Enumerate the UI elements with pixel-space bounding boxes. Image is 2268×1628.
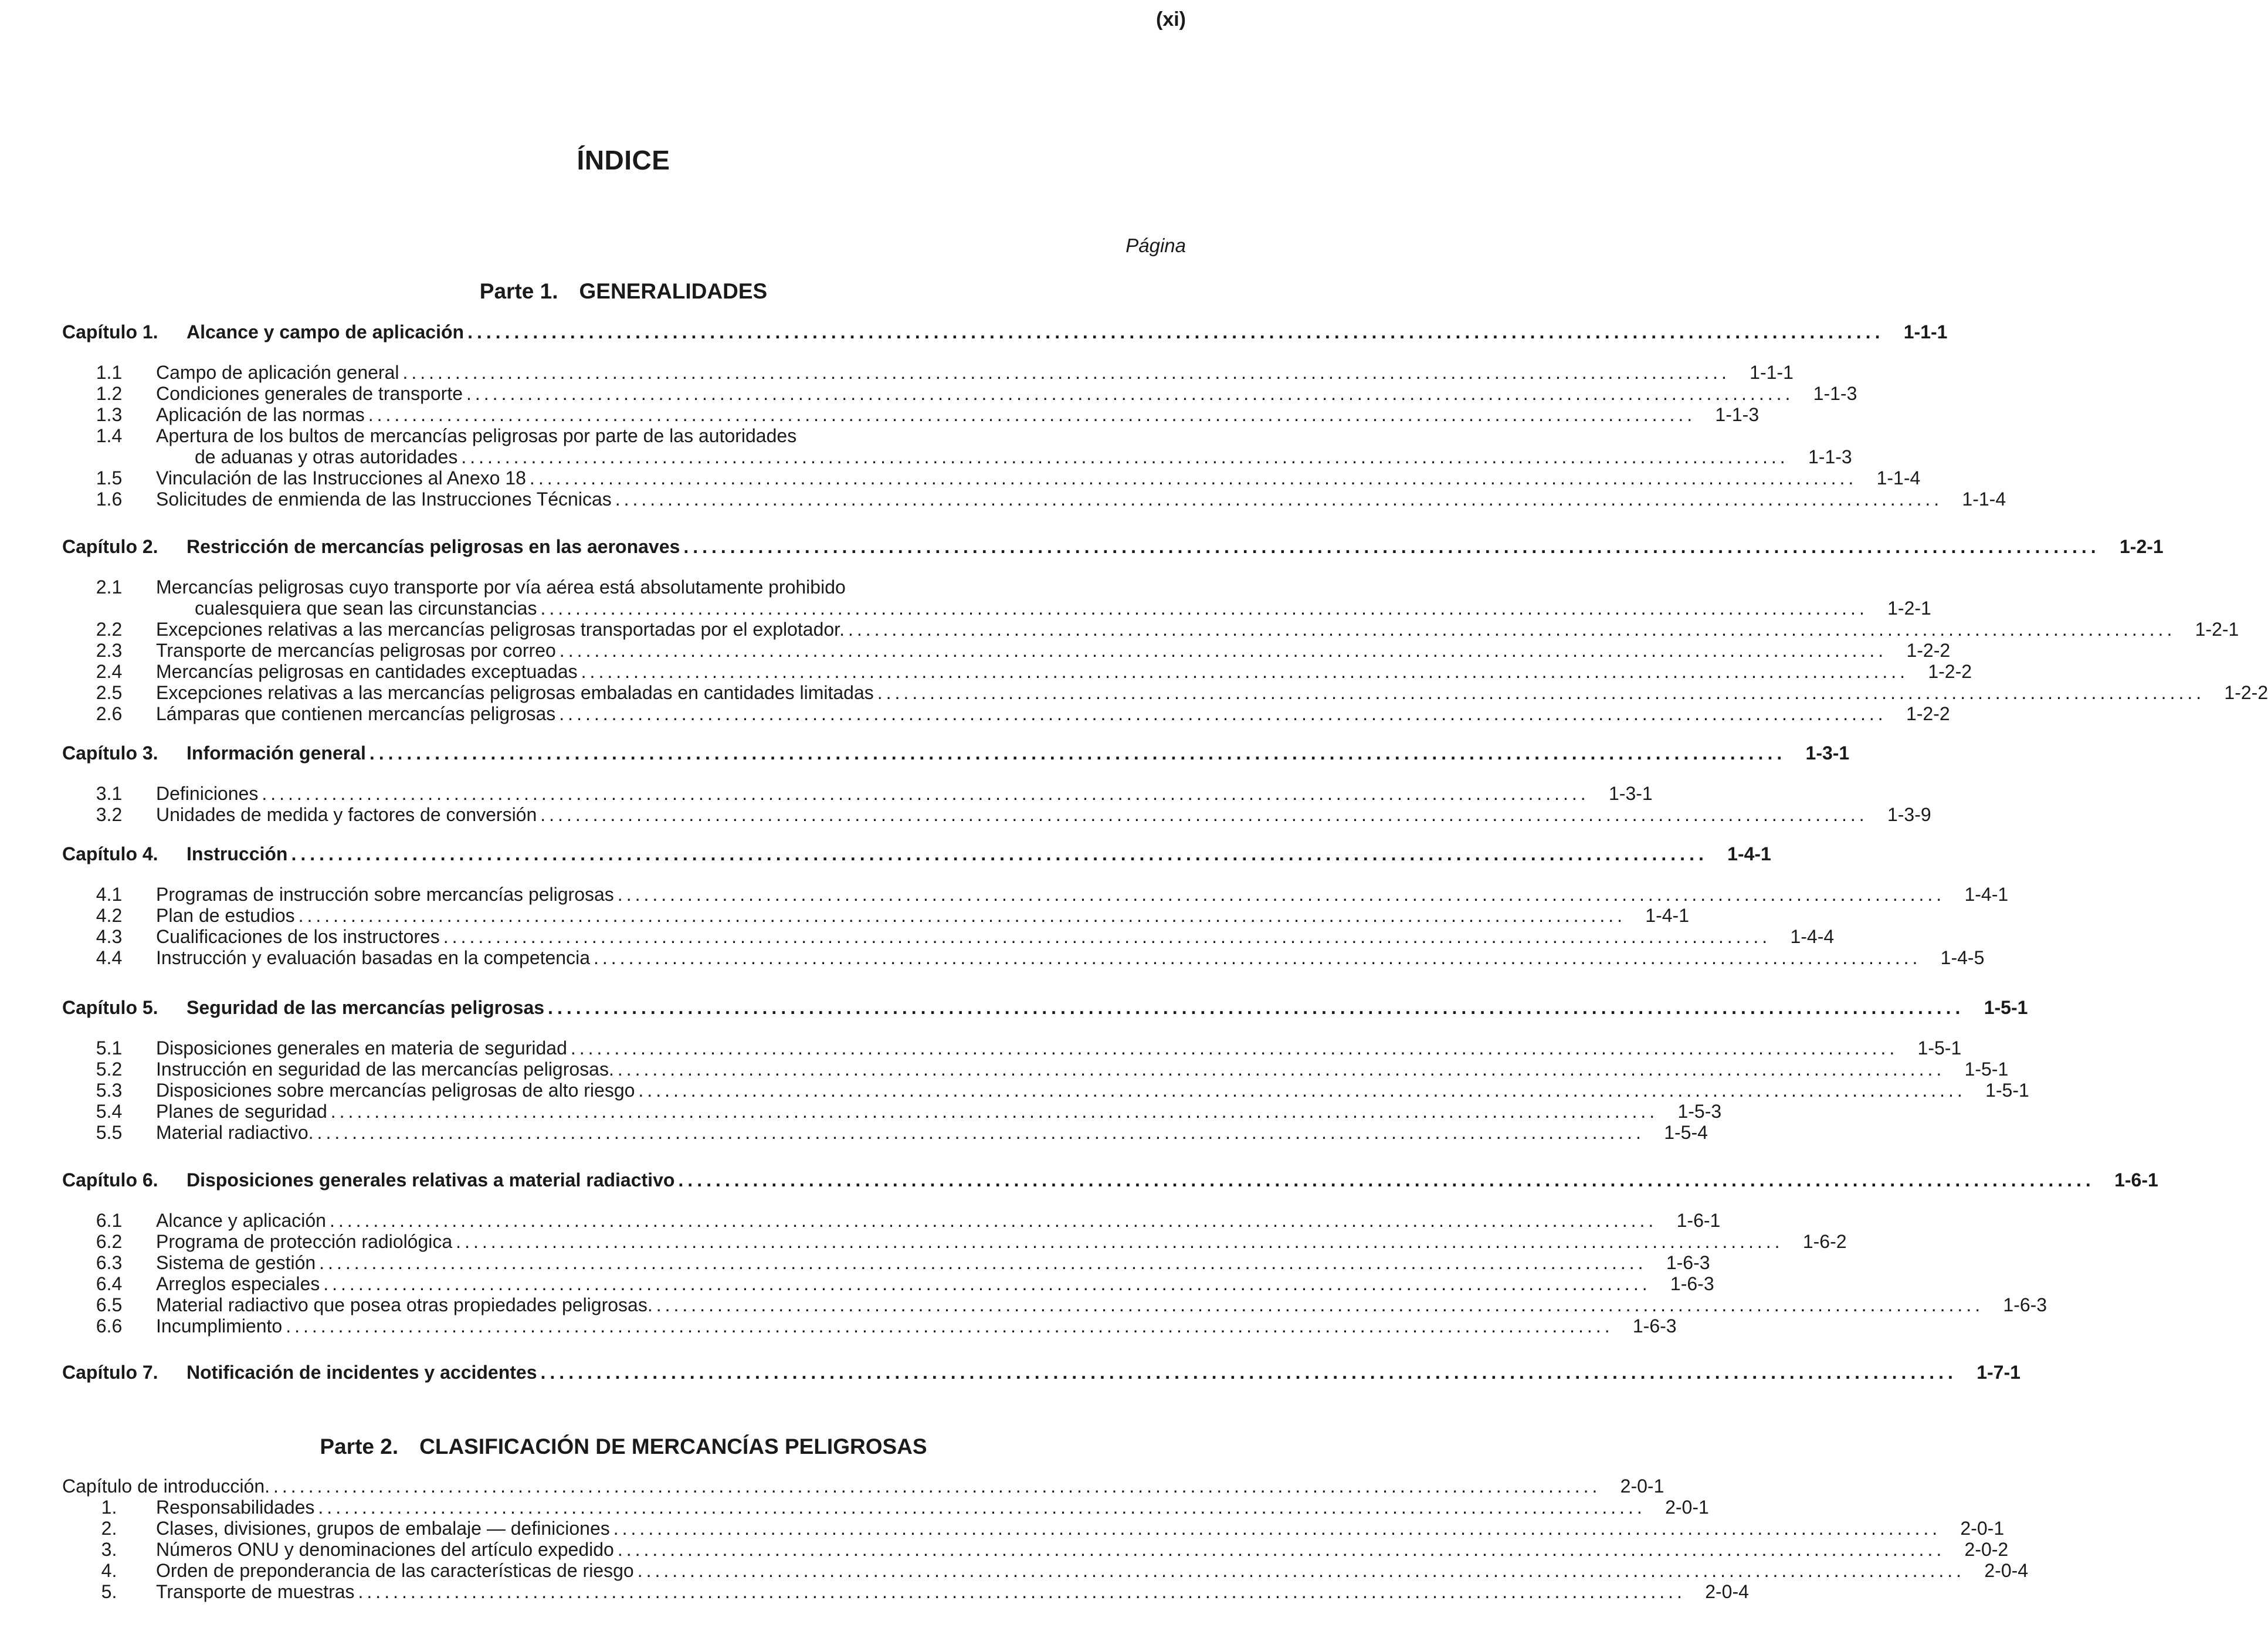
section-title: Aplicación de las normas bbox=[156, 404, 365, 425]
section-title: Material radiactivo que posea otras propiedades peligrosas. bbox=[156, 1294, 653, 1315]
section-number: 1.4 bbox=[96, 425, 123, 446]
part2-item-row bbox=[62, 1539, 2009, 1560]
dot-leader: ........................................................................................................................................................ bbox=[847, 619, 2176, 640]
chapter-number: Capítulo 3. bbox=[62, 742, 158, 764]
section-number: 5.3 bbox=[96, 1080, 123, 1101]
dot-leader: ........................................................................................................................................................ bbox=[570, 1037, 1899, 1059]
dot-leader: ........................................................................................................................................................ bbox=[581, 661, 1909, 682]
section-page-ref: 1-1-1 bbox=[1750, 362, 1794, 383]
section-number: 2.3 bbox=[96, 640, 123, 661]
section-title: Mercancías peligrosas en cantidades exceptuadas bbox=[156, 661, 578, 682]
section-page-ref: 1-4-5 bbox=[1940, 947, 1985, 968]
page-number: (xi) bbox=[1156, 8, 1186, 30]
chapter-page-ref: 1-3-1 bbox=[1805, 742, 1850, 764]
section-title: Disposiciones sobre mercancías peligrosas de alto riesgo bbox=[156, 1080, 635, 1101]
section-number: 6.5 bbox=[96, 1294, 123, 1315]
section-number: 5.2 bbox=[96, 1059, 123, 1080]
chapter-row bbox=[62, 843, 1771, 864]
part1-heading-part: Parte 1. bbox=[479, 279, 558, 303]
dot-leader: ........................................................................................................................................................ bbox=[594, 947, 1921, 968]
section-title-continued: cualesquiera que sean las circunstancias bbox=[195, 598, 537, 619]
section-page-ref: 1-6-2 bbox=[1802, 1231, 1847, 1252]
section-page-ref: 1-1-4 bbox=[1876, 467, 1921, 489]
part2-heading-part: Parte 2. bbox=[320, 1434, 399, 1459]
section-row bbox=[62, 383, 1857, 404]
section-page-ref: 1-2-1 bbox=[2195, 619, 2239, 640]
dot-leader: ........................................................................................................................................................ bbox=[617, 884, 1945, 905]
dot-leader: ........................................................................................................................................................ bbox=[369, 742, 1786, 764]
section-number: 1.2 bbox=[96, 383, 123, 404]
section-number: 6.1 bbox=[96, 1210, 123, 1231]
section-page-ref: 1-1-4 bbox=[1962, 489, 2006, 510]
dot-leader: ........................................................................................................................................................ bbox=[291, 843, 1708, 864]
chapter-row bbox=[62, 997, 2028, 1018]
section-page-ref: 1-2-1 bbox=[1887, 598, 1931, 619]
section-row bbox=[62, 682, 2268, 703]
chapter-page-ref: 1-7-1 bbox=[1977, 1362, 2020, 1383]
section-number: 6.4 bbox=[96, 1273, 123, 1294]
item-title: Transporte de muestras bbox=[156, 1581, 355, 1602]
section-page-ref: 1-3-1 bbox=[1608, 783, 1653, 804]
chapter-number: Capítulo 4. bbox=[62, 843, 158, 864]
section-title: Campo de aplicación general bbox=[156, 362, 399, 383]
dot-leader: ........................................................................................................................................................ bbox=[548, 997, 1965, 1018]
chapter-row bbox=[62, 1362, 2020, 1383]
section-page-ref: 1-5-1 bbox=[1985, 1080, 2029, 1101]
part2-item-row bbox=[62, 1497, 1709, 1518]
section-page-ref: 1-2-2 bbox=[1906, 703, 1950, 724]
dot-leader: ........................................................................................................................................................ bbox=[273, 1476, 1601, 1497]
dot-leader: ........................................................................................................................................................ bbox=[877, 682, 2205, 703]
section-title: Transporte de mercancías peligrosas por correo bbox=[156, 640, 556, 661]
section-number: 6.2 bbox=[96, 1231, 123, 1252]
chapter-title: Seguridad de las mercancías peligrosas bbox=[187, 997, 545, 1018]
part1-heading bbox=[0, 279, 1247, 304]
section-row bbox=[62, 905, 1689, 926]
dot-leader: ........................................................................................................................................................ bbox=[529, 467, 1857, 489]
dot-leader: ........................................................................................................................................................ bbox=[678, 1169, 2095, 1191]
section-row bbox=[62, 1101, 1722, 1122]
section-title: Condiciones generales de transporte bbox=[156, 383, 463, 404]
section-page-ref: 1-1-3 bbox=[1813, 383, 1857, 404]
section-row bbox=[62, 576, 1185, 598]
section-row bbox=[62, 362, 1794, 383]
section-number: 6.6 bbox=[96, 1315, 123, 1337]
chapter-row bbox=[62, 321, 1948, 342]
dot-leader: ........................................................................................................................................................ bbox=[466, 383, 1794, 404]
section-row bbox=[62, 1210, 1721, 1231]
dot-leader: ........................................................................................................................................................ bbox=[559, 703, 1887, 724]
section-row-continued bbox=[62, 598, 1931, 619]
item-number: 2. bbox=[101, 1518, 117, 1539]
dot-leader: ........................................................................................................................................................ bbox=[467, 321, 1884, 342]
chapter-page-ref: 1-6-1 bbox=[2114, 1169, 2158, 1191]
dot-leader: ........................................................................................................................................................ bbox=[262, 783, 1589, 804]
intro-title: Capítulo de introducción. bbox=[62, 1476, 270, 1497]
section-page-ref: 1-5-1 bbox=[1964, 1059, 2009, 1080]
chapter-title: Disposiciones generales relativas a material radiactivo bbox=[187, 1169, 675, 1191]
section-number: 5.5 bbox=[96, 1122, 123, 1143]
section-number: 2.6 bbox=[96, 703, 123, 724]
section-row bbox=[62, 1037, 1962, 1059]
section-row-continued bbox=[62, 446, 1852, 467]
section-title-continued: de aduanas y otras autoridades bbox=[195, 446, 458, 467]
item-title: Clases, divisiones, grupos de embalaje — definiciones bbox=[156, 1518, 610, 1539]
part2-heading bbox=[0, 1434, 1247, 1459]
section-title: Apertura de los bultos de mercancías peligrosas por parte de las autoridades bbox=[156, 425, 797, 446]
section-number: 2.2 bbox=[96, 619, 123, 640]
section-number: 2.1 bbox=[96, 576, 123, 598]
section-row bbox=[62, 1315, 1677, 1337]
chapter-title: Notificación de incidentes y accidentes bbox=[187, 1362, 537, 1383]
section-number: 1.5 bbox=[96, 467, 123, 489]
section-number: 6.3 bbox=[96, 1252, 123, 1273]
dot-leader: ........................................................................................................................................................ bbox=[323, 1273, 1651, 1294]
section-title: Excepciones relativas a las mercancías peligrosas transportadas por el explotador. bbox=[156, 619, 845, 640]
part2-heading-title: CLASIFICACIÓN DE MERCANCÍAS PELIGROSAS bbox=[419, 1434, 927, 1459]
dot-leader: ........................................................................................................................................................ bbox=[461, 446, 1789, 467]
section-number: 1.3 bbox=[96, 404, 123, 425]
section-page-ref: 1-6-3 bbox=[1632, 1315, 1677, 1337]
chapter-row bbox=[62, 742, 1850, 764]
chapter-title: Restricción de mercancías peligrosas en las aeronaves bbox=[187, 536, 680, 557]
chapter-page-ref: 1-1-1 bbox=[1903, 321, 1948, 342]
section-number: 3.1 bbox=[96, 783, 123, 804]
chapter-number: Capítulo 1. bbox=[62, 321, 158, 342]
section-number: 1.6 bbox=[96, 489, 123, 510]
section-row bbox=[62, 467, 1921, 489]
item-title: Responsabilidades bbox=[156, 1497, 315, 1518]
section-row bbox=[62, 404, 1760, 425]
section-title: Programas de instrucción sobre mercancías peligrosas bbox=[156, 884, 614, 905]
dot-leader: ........................................................................................................................................................ bbox=[317, 1122, 1645, 1143]
section-page-ref: 1-4-4 bbox=[1790, 926, 1835, 947]
dot-leader: ........................................................................................................................................................ bbox=[329, 1210, 1657, 1231]
section-page-ref: 1-2-2 bbox=[1928, 661, 1972, 682]
intro-row bbox=[62, 1476, 1664, 1497]
dot-leader: ........................................................................................................................................................ bbox=[540, 598, 1868, 619]
dot-leader: ........................................................................................................................................................ bbox=[540, 804, 1868, 825]
item-page-ref: 2-0-1 bbox=[1665, 1497, 1709, 1518]
section-row bbox=[62, 1273, 1714, 1294]
item-number: 5. bbox=[101, 1581, 117, 1602]
section-row bbox=[62, 661, 1972, 682]
section-number: 4.3 bbox=[96, 926, 123, 947]
section-page-ref: 1-2-2 bbox=[2224, 682, 2268, 703]
section-number: 4.4 bbox=[96, 947, 123, 968]
part2-item-row bbox=[62, 1518, 2005, 1539]
section-row bbox=[62, 1059, 2009, 1080]
item-page-ref: 2-0-1 bbox=[1960, 1518, 2005, 1539]
section-page-ref: 1-6-1 bbox=[1676, 1210, 1721, 1231]
intro-page-ref: 2-0-1 bbox=[1620, 1476, 1664, 1497]
section-page-ref: 1-5-1 bbox=[1917, 1037, 1962, 1059]
section-title: Instrucción y evaluación basadas en la competencia bbox=[156, 947, 590, 968]
section-title: Programa de protección radiológica bbox=[156, 1231, 453, 1252]
section-row bbox=[62, 1252, 1710, 1273]
dot-leader: ........................................................................................................................................................ bbox=[613, 1518, 1941, 1539]
section-number: 1.1 bbox=[96, 362, 123, 383]
section-row bbox=[62, 1122, 1708, 1143]
section-title: Arreglos especiales bbox=[156, 1273, 320, 1294]
dot-leader: ........................................................................................................................................................ bbox=[330, 1101, 1659, 1122]
section-row bbox=[62, 640, 1951, 661]
item-page-ref: 2-0-4 bbox=[1984, 1560, 2029, 1581]
dot-leader: ........................................................................................................................................................ bbox=[368, 404, 1696, 425]
section-row bbox=[62, 804, 1931, 825]
section-row bbox=[62, 947, 1985, 968]
section-page-ref: 1-2-2 bbox=[1906, 640, 1951, 661]
chapter-title: Alcance y campo de aplicación bbox=[187, 321, 465, 342]
section-page-ref: 1-4-1 bbox=[1964, 884, 2009, 905]
section-row bbox=[62, 783, 1653, 804]
dot-leader: ........................................................................................................................................................ bbox=[443, 926, 1771, 947]
section-number: 5.4 bbox=[96, 1101, 123, 1122]
section-row bbox=[62, 1294, 2047, 1315]
page-title: ÍNDICE bbox=[577, 145, 670, 175]
section-row bbox=[62, 619, 2239, 640]
chapter-number: Capítulo 2. bbox=[62, 536, 158, 557]
dot-leader: ........................................................................................................................................................ bbox=[298, 905, 1626, 926]
chapter-number: Capítulo 5. bbox=[62, 997, 158, 1018]
pagina-column-label: Página bbox=[1125, 235, 1186, 256]
section-page-ref: 1-3-9 bbox=[1887, 804, 1931, 825]
section-title: Vinculación de las Instrucciones al Anexo 18 bbox=[156, 467, 526, 489]
chapter-page-ref: 1-5-1 bbox=[1984, 997, 2028, 1018]
dot-leader: ........................................................................................................................................................ bbox=[615, 489, 1943, 510]
section-row bbox=[62, 703, 1950, 724]
section-title: Cualificaciones de los instructores bbox=[156, 926, 440, 947]
part1-heading-title: GENERALIDADES bbox=[579, 279, 768, 303]
dot-leader: ........................................................................................................................................................ bbox=[656, 1294, 1984, 1315]
dot-leader: ........................................................................................................................................................ bbox=[638, 1080, 1966, 1101]
section-number: 2.4 bbox=[96, 661, 123, 682]
item-title: Números ONU y denominaciones del artículo expedido bbox=[156, 1539, 614, 1560]
section-page-ref: 1-6-3 bbox=[1666, 1252, 1710, 1273]
section-page-ref: 1-4-1 bbox=[1645, 905, 1689, 926]
dot-leader: ........................................................................................................................................................ bbox=[617, 1059, 1945, 1080]
section-title: Solicitudes de enmienda de las Instrucciones Técnicas bbox=[156, 489, 612, 510]
chapter-page-ref: 1-4-1 bbox=[1727, 843, 1771, 864]
item-number: 3. bbox=[101, 1539, 117, 1560]
section-row bbox=[62, 926, 1835, 947]
section-title: Instrucción en seguridad de las mercancías peligrosas. bbox=[156, 1059, 614, 1080]
section-title: Lámparas que contienen mercancías peligrosas bbox=[156, 703, 556, 724]
section-page-ref: 1-1-3 bbox=[1715, 404, 1760, 425]
section-number: 4.1 bbox=[96, 884, 123, 905]
item-page-ref: 2-0-4 bbox=[1705, 1581, 1749, 1602]
item-number: 4. bbox=[101, 1560, 117, 1581]
section-row bbox=[62, 1080, 2029, 1101]
section-title: Mercancías peligrosas cuyo transporte por vía aérea está absolutamente prohibido bbox=[156, 576, 846, 598]
section-page-ref: 1-6-3 bbox=[1670, 1273, 1714, 1294]
section-title: Sistema de gestión bbox=[156, 1252, 316, 1273]
section-title: Incumplimiento bbox=[156, 1315, 283, 1337]
dot-leader: ........................................................................................................................................................ bbox=[637, 1560, 1965, 1581]
dot-leader: ........................................................................................................................................................ bbox=[683, 536, 2100, 557]
chapter-number: Capítulo 7. bbox=[62, 1362, 158, 1383]
chapter-page-ref: 1-2-1 bbox=[2119, 536, 2164, 557]
dot-leader: ........................................................................................................................................................ bbox=[540, 1362, 1957, 1383]
dot-leader: ........................................................................................................................................................ bbox=[617, 1539, 1945, 1560]
chapter-number: Capítulo 6. bbox=[62, 1169, 158, 1191]
dot-leader: ........................................................................................................................................................ bbox=[559, 640, 1887, 661]
chapter-row bbox=[62, 536, 2164, 557]
section-page-ref: 1-1-3 bbox=[1808, 446, 1852, 467]
section-page-ref: 1-6-3 bbox=[2003, 1294, 2047, 1315]
section-row bbox=[62, 489, 2006, 510]
chapter-row bbox=[62, 1169, 2158, 1191]
section-title: Unidades de medida y factores de conversión bbox=[156, 804, 537, 825]
section-title: Alcance y aplicación bbox=[156, 1210, 326, 1231]
section-title: Material radiactivo. bbox=[156, 1122, 314, 1143]
dot-leader: ........................................................................................................................................................ bbox=[286, 1315, 1613, 1337]
dot-leader: ........................................................................................................................................................ bbox=[318, 1497, 1646, 1518]
chapter-title: Información general bbox=[187, 742, 366, 764]
section-number: 5.1 bbox=[96, 1037, 123, 1059]
section-row bbox=[62, 425, 1185, 446]
section-number: 4.2 bbox=[96, 905, 123, 926]
dot-leader: ........................................................................................................................................................ bbox=[402, 362, 1730, 383]
part2-item-row bbox=[62, 1560, 2029, 1581]
section-number: 3.2 bbox=[96, 804, 123, 825]
dot-leader: ........................................................................................................................................................ bbox=[358, 1581, 1686, 1602]
item-title: Orden de preponderancia de las características de riesgo bbox=[156, 1560, 634, 1581]
item-number: 1. bbox=[101, 1497, 117, 1518]
chapter-title: Instrucción bbox=[187, 843, 288, 864]
section-title: Planes de seguridad bbox=[156, 1101, 327, 1122]
section-row bbox=[62, 884, 2009, 905]
section-number: 2.5 bbox=[96, 682, 123, 703]
item-page-ref: 2-0-2 bbox=[1964, 1539, 2009, 1560]
section-title: Excepciones relativas a las mercancías peligrosas embaladas en cantidades limitadas bbox=[156, 682, 874, 703]
section-title: Plan de estudios bbox=[156, 905, 295, 926]
section-title: Definiciones bbox=[156, 783, 259, 804]
section-page-ref: 1-5-3 bbox=[1677, 1101, 1722, 1122]
section-row bbox=[62, 1231, 1847, 1252]
part2-item-row bbox=[62, 1581, 1749, 1602]
section-title: Disposiciones generales en materia de seguridad bbox=[156, 1037, 567, 1059]
dot-leader: ........................................................................................................................................................ bbox=[319, 1252, 1647, 1273]
section-page-ref: 1-5-4 bbox=[1664, 1122, 1708, 1143]
dot-leader: ........................................................................................................................................................ bbox=[456, 1231, 1784, 1252]
